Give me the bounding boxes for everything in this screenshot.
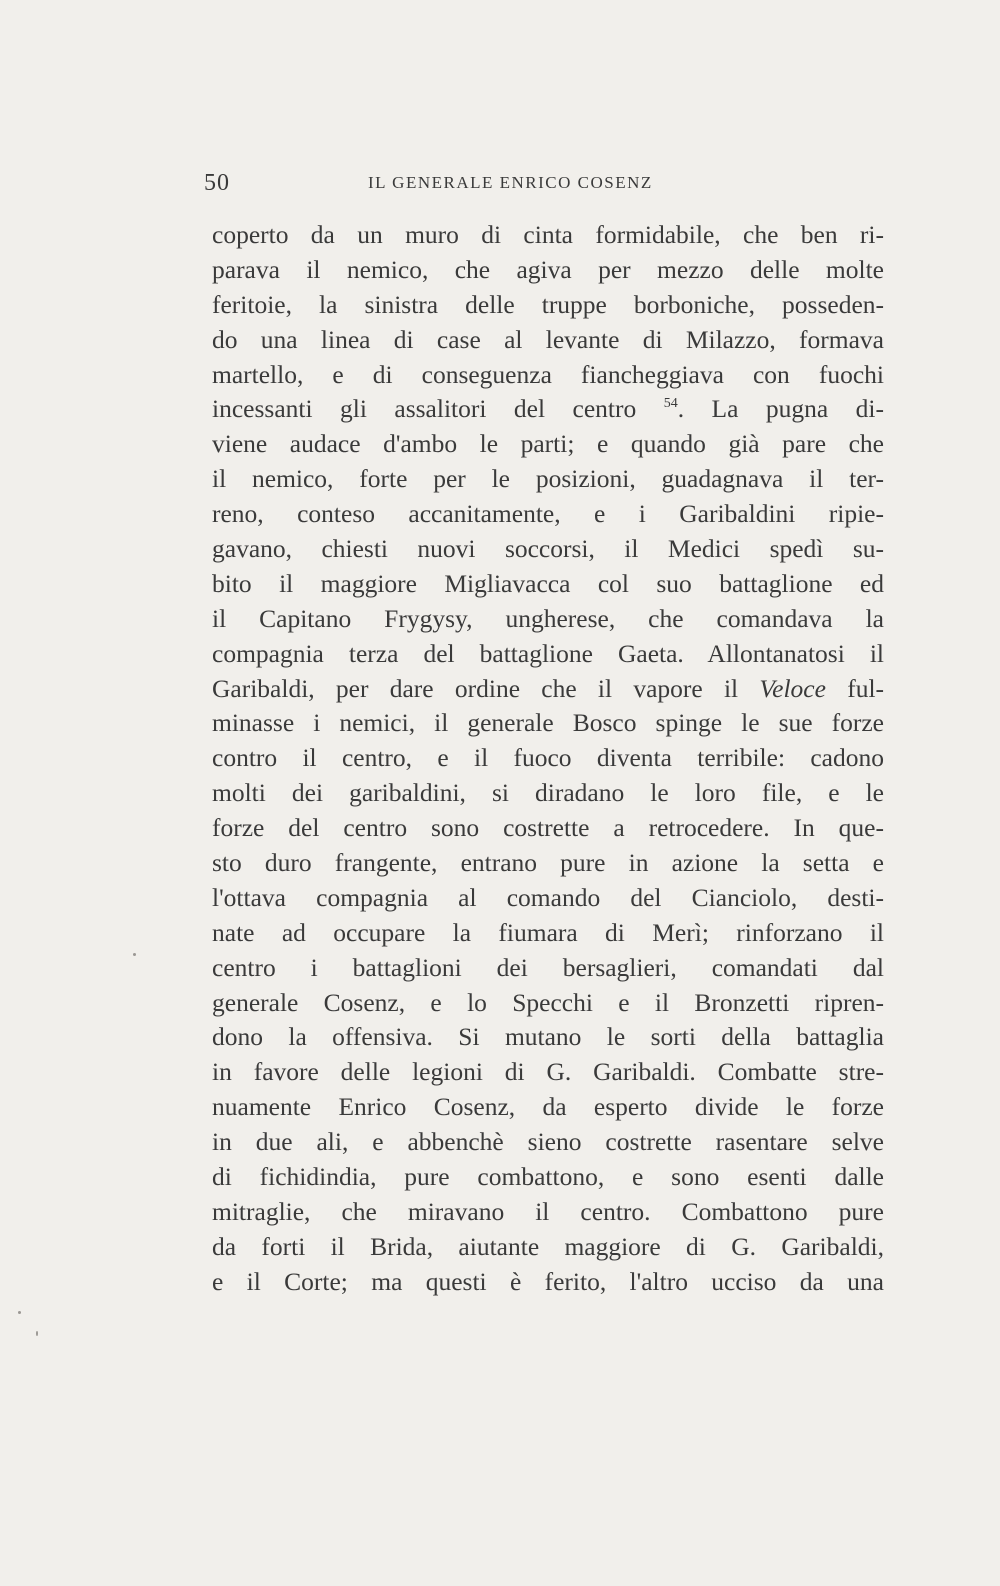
text-segment: Garibaldi, per dare ordine che il vapore il xyxy=(212,673,739,703)
text-line: l'ottava compagnia al comando del Cianciolo, desti- xyxy=(212,882,884,912)
text-line: in due ali, e abbenchè sieno costrette rasentare selve xyxy=(212,1127,884,1157)
ship-name: Veloce xyxy=(759,673,826,703)
text-line: centro i battaglioni dei bersaglieri, comandati dal xyxy=(212,952,884,982)
text-line: generale Cosenz, e lo Specchi e il Bronzetti ripren- xyxy=(212,987,884,1017)
text-line: minasse i nemici, il generale Bosco spinge le sue forze xyxy=(212,708,884,738)
text-line: compagnia terza del battaglione Gaeta. Allontanatosi il xyxy=(212,638,884,668)
footnote-ref: 54 xyxy=(663,396,678,412)
text-line: parava il nemico, che agiva per mezzo delle molte xyxy=(212,254,884,284)
text-line: da forti il Brida, aiutante maggiore di G. Garibaldi, xyxy=(212,1231,884,1261)
paper-speck xyxy=(133,953,136,956)
text-line: molti dei garibaldini, si diradano le loro file, e le xyxy=(212,778,884,808)
text-line: sto duro frangente, entrano pure in azione la setta e xyxy=(212,848,884,878)
text-line: coperto da un muro di cinta formidabile, che ben ri- xyxy=(212,220,884,249)
running-title: IL GENERALE ENRICO COSENZ xyxy=(368,173,653,192)
text-line xyxy=(212,392,884,427)
text-line: bito il maggiore Migliavacca col suo battaglione ed xyxy=(212,568,884,598)
text-line: dono la offensiva. Si mutano le sorti della battaglia xyxy=(212,1022,884,1052)
text-line: nate ad occupare la fiumara di Merì; rinforzano il xyxy=(212,917,884,947)
body-text xyxy=(212,218,884,1300)
paper-speck xyxy=(36,1331,38,1336)
text-line: martello, e di conseguenza fiancheggiava con fuochi xyxy=(212,359,884,389)
text-segment: ful- xyxy=(847,673,885,703)
text-line: di fichidindia, pure combattono, e sono esenti dalle xyxy=(212,1162,884,1192)
paper-speck xyxy=(18,1311,21,1314)
text-line: gavano, chiesti nuovi soccorsi, il Medici spedì su- xyxy=(212,534,884,564)
text-line: in favore delle legioni di G. Garibaldi. Combatte stre- xyxy=(212,1057,884,1087)
text-line: nuamente Enrico Cosenz, da esperto divide le forze xyxy=(212,1092,884,1122)
text-line: contro il centro, e il fuoco diventa terribile: cadono xyxy=(212,743,884,773)
text-line: il nemico, forte per le posizioni, guadagnava il ter- xyxy=(212,464,884,494)
text-line: reno, conteso accanitamente, e i Garibaldini ripie- xyxy=(212,499,884,529)
text-line: e il Corte; ma questi è ferito, l'altro ucciso da una xyxy=(212,1266,884,1296)
running-head xyxy=(204,170,704,200)
page-number: 50 xyxy=(204,170,230,196)
text-segment: . La pugna di- xyxy=(677,394,885,424)
text-line: viene audace d'ambo le parti; e quando già pare che xyxy=(212,429,884,459)
text-line xyxy=(212,672,884,707)
text-line: forze del centro sono costrette a retrocedere. In que- xyxy=(212,813,884,843)
text-line: feritoie, la sinistra delle truppe borboniche, posseden- xyxy=(212,289,884,319)
text-line: il Capitano Frygysy, ungherese, che comandava la xyxy=(212,603,884,633)
text-segment: incessanti gli assalitori del centro xyxy=(212,394,637,424)
text-line: mitraglie, che miravano il centro. Combattono pure xyxy=(212,1196,884,1226)
text-line: do una linea di case al levante di Milazzo, formava xyxy=(212,324,884,354)
